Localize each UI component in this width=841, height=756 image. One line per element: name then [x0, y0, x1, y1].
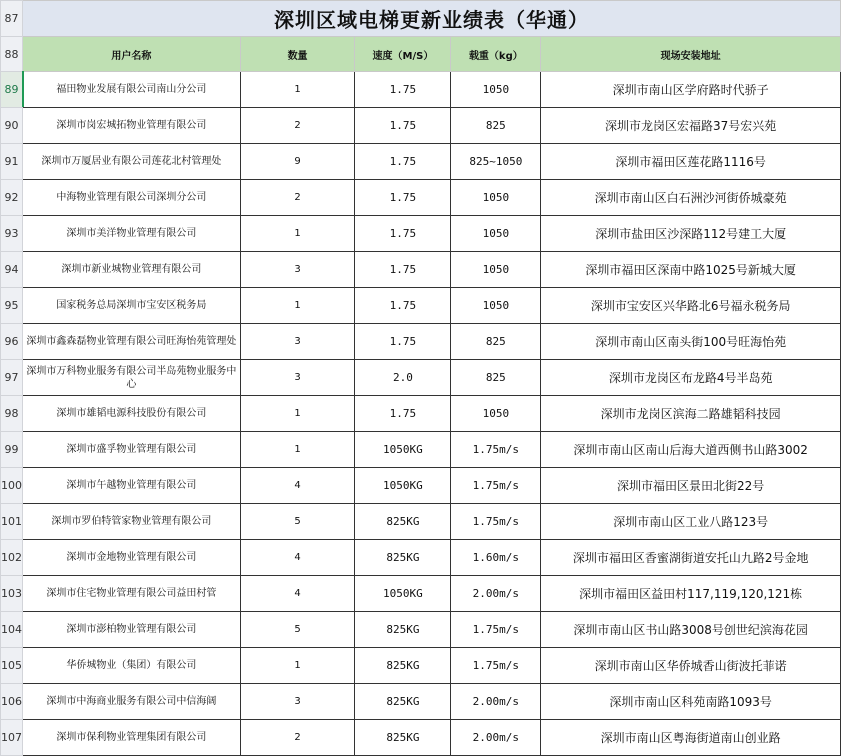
cell-install-address[interactable]: 深圳市龙岗区宏福路37号宏兴苑	[541, 108, 841, 144]
table-row	[1, 612, 841, 648]
table-row	[1, 540, 841, 576]
cell-speed[interactable]: 2.0	[355, 360, 451, 396]
cell-quantity[interactable]: 1	[240, 432, 355, 468]
cell-load[interactable]: 1.60m/s	[451, 540, 541, 576]
cell-quantity[interactable]: 4	[240, 576, 355, 612]
cell-speed[interactable]: 1.75	[355, 252, 451, 288]
cell-speed[interactable]: 1.75	[355, 396, 451, 432]
row-number[interactable]: 99	[1, 432, 23, 468]
cell-load[interactable]: 1.75m/s	[451, 648, 541, 684]
cell-quantity[interactable]: 4	[240, 468, 355, 504]
cell-load[interactable]: 2.00m/s	[451, 576, 541, 612]
cell-user-name[interactable]: 深圳市澎柏物业管理有限公司	[23, 612, 241, 648]
row-number[interactable]: 100	[1, 468, 23, 504]
cell-quantity[interactable]: 2	[240, 108, 355, 144]
row-number[interactable]: 92	[1, 180, 23, 216]
table-row	[1, 468, 841, 504]
cell-speed[interactable]: 825KG	[355, 504, 451, 540]
cell-install-address[interactable]: 深圳市福田区景田北街22号	[541, 468, 841, 504]
cell-quantity[interactable]: 1	[240, 72, 355, 108]
cell-load[interactable]: 1.75m/s	[451, 432, 541, 468]
row-number[interactable]: 106	[1, 684, 23, 720]
row-number[interactable]: 98	[1, 396, 23, 432]
cell-quantity[interactable]: 1	[240, 396, 355, 432]
row-number[interactable]: 107	[1, 720, 23, 756]
cell-user-name[interactable]: 深圳市万厦居业有限公司莲花北村管理处	[23, 144, 241, 180]
cell-user-name[interactable]: 深圳市盛孚物业管理有限公司	[23, 432, 241, 468]
cell-user-name[interactable]: 深圳市住宅物业管理有限公司益田村管	[23, 576, 241, 612]
cell-user-name[interactable]: 深圳市新业城物业管理有限公司	[23, 252, 241, 288]
row-number[interactable]: 101	[1, 504, 23, 540]
cell-install-address[interactable]: 深圳市龙岗区布龙路4号半岛苑	[541, 360, 841, 396]
cell-speed[interactable]: 1.75	[355, 180, 451, 216]
header-speed[interactable]: 速度（M/S）	[355, 37, 451, 72]
cell-speed[interactable]: 825KG	[355, 540, 451, 576]
cell-quantity[interactable]: 3	[240, 324, 355, 360]
header-row	[1, 37, 841, 72]
cell-load[interactable]: 1050	[451, 252, 541, 288]
table-row	[1, 288, 841, 324]
cell-speed[interactable]: 825KG	[355, 612, 451, 648]
table-row	[1, 684, 841, 720]
cell-install-address[interactable]: 深圳市南山区学府路时代骄子	[541, 72, 841, 108]
row-number[interactable]: 94	[1, 252, 23, 288]
cell-quantity[interactable]: 1	[240, 216, 355, 252]
cell-user-name[interactable]: 深圳市鑫森磊物业管理有限公司旺海怡苑管理处	[23, 324, 241, 360]
cell-load[interactable]: 1050	[451, 216, 541, 252]
cell-user-name[interactable]: 深圳市保利物业管理集团有限公司	[23, 720, 241, 756]
cell-speed[interactable]: 1.75	[355, 288, 451, 324]
sheet-title[interactable]: 深圳区域电梯更新业绩表（华通）	[23, 1, 841, 37]
row-number[interactable]: 96	[1, 324, 23, 360]
cell-load[interactable]: 1.75m/s	[451, 504, 541, 540]
cell-quantity[interactable]: 1	[240, 288, 355, 324]
table-row	[1, 108, 841, 144]
cell-user-name[interactable]: 深圳市美洋物业管理有限公司	[23, 216, 241, 252]
table-row	[1, 504, 841, 540]
cell-user-name[interactable]: 深圳市雄韬电源科技股份有限公司	[23, 396, 241, 432]
cell-install-address[interactable]: 深圳市南山区白石洲沙河街侨城豪苑	[541, 180, 841, 216]
row-number[interactable]: 102	[1, 540, 23, 576]
cell-speed[interactable]: 1.75	[355, 216, 451, 252]
cell-install-address[interactable]: 深圳市南山区华侨城香山街波托菲诺	[541, 648, 841, 684]
cell-speed[interactable]: 1.75	[355, 72, 451, 108]
cell-install-address[interactable]: 深圳市南山区粤海街道南山创业路	[541, 720, 841, 756]
cell-quantity[interactable]: 2	[240, 720, 355, 756]
cell-speed[interactable]: 1.75	[355, 324, 451, 360]
cell-quantity[interactable]: 3	[240, 252, 355, 288]
title-row	[1, 1, 841, 37]
table-row	[1, 72, 841, 108]
table-row	[1, 720, 841, 756]
cell-user-name[interactable]: 深圳市中海商业服务有限公司中信海阔	[23, 684, 241, 720]
cell-install-address[interactable]: 深圳市宝安区兴华路北6号福永税务局	[541, 288, 841, 324]
cell-user-name[interactable]: 中海物业管理有限公司深圳分公司	[23, 180, 241, 216]
table-row	[1, 360, 841, 396]
row-number[interactable]: 103	[1, 576, 23, 612]
row-number[interactable]: 87	[1, 1, 23, 37]
cell-install-address[interactable]: 深圳市福田区香蜜湖街道安托山九路2号金地	[541, 540, 841, 576]
table-row	[1, 144, 841, 180]
table-row	[1, 576, 841, 612]
cell-load[interactable]: 825	[451, 360, 541, 396]
cell-user-name[interactable]: 深圳市岗宏城拓物业管理有限公司	[23, 108, 241, 144]
row-number[interactable]: 95	[1, 288, 23, 324]
cell-install-address[interactable]: 深圳市南山区科苑南路1093号	[541, 684, 841, 720]
cell-speed[interactable]: 1.75	[355, 108, 451, 144]
cell-quantity[interactable]: 1	[240, 648, 355, 684]
cell-install-address[interactable]: 深圳市福田区莲花路1116号	[541, 144, 841, 180]
cell-user-name[interactable]: 深圳市罗伯特管家物业管理有限公司	[23, 504, 241, 540]
row-number[interactable]: 88	[1, 37, 23, 72]
cell-user-name[interactable]: 深圳市金地物业管理有限公司	[23, 540, 241, 576]
row-number[interactable]: 90	[1, 108, 23, 144]
cell-user-name[interactable]: 深圳市午越物业管理有限公司	[23, 468, 241, 504]
row-number[interactable]: 97	[1, 360, 23, 396]
cell-load[interactable]: 1050	[451, 396, 541, 432]
cell-user-name[interactable]: 福田物业发展有限公司南山分公司	[23, 72, 241, 108]
cell-quantity[interactable]: 3	[240, 360, 355, 396]
cell-install-address[interactable]: 深圳市南山区书山路3008号创世纪滨海花园	[541, 612, 841, 648]
header-user-name[interactable]: 用户名称	[23, 37, 241, 72]
row-number[interactable]: 89	[1, 72, 23, 108]
cell-load[interactable]: 1050	[451, 180, 541, 216]
row-number[interactable]: 93	[1, 216, 23, 252]
table-row	[1, 432, 841, 468]
cell-speed[interactable]: 825KG	[355, 720, 451, 756]
cell-load[interactable]: 1.75m/s	[451, 468, 541, 504]
cell-load[interactable]: 825~1050	[451, 144, 541, 180]
cell-load[interactable]: 1.75m/s	[451, 612, 541, 648]
cell-quantity[interactable]: 4	[240, 540, 355, 576]
cell-install-address[interactable]: 深圳市南山区工业八路123号	[541, 504, 841, 540]
table-row	[1, 216, 841, 252]
cell-load[interactable]: 2.00m/s	[451, 720, 541, 756]
cell-quantity[interactable]: 5	[240, 612, 355, 648]
cell-quantity[interactable]: 9	[240, 144, 355, 180]
cell-load[interactable]: 2.00m/s	[451, 684, 541, 720]
row-number[interactable]: 91	[1, 144, 23, 180]
header-quantity[interactable]: 数量	[240, 37, 355, 72]
table-row	[1, 396, 841, 432]
active-row-marker	[22, 71, 24, 107]
cell-speed[interactable]: 1050KG	[355, 468, 451, 504]
table-row	[1, 180, 841, 216]
row-number[interactable]: 104	[1, 612, 23, 648]
cell-install-address[interactable]: 深圳市福田区深南中路1025号新城大厦	[541, 252, 841, 288]
cell-load[interactable]: 1050	[451, 72, 541, 108]
cell-user-name[interactable]: 华侨城物业（集团）有限公司	[23, 648, 241, 684]
cell-speed[interactable]: 825KG	[355, 684, 451, 720]
cell-install-address[interactable]: 深圳市盐田区沙深路112号建工大厦	[541, 216, 841, 252]
cell-user-name[interactable]: 国家税务总局深圳市宝安区税务局	[23, 288, 241, 324]
cell-install-address[interactable]: 深圳市福田区益田村117,119,120,121栋	[541, 576, 841, 612]
cell-install-address[interactable]: 深圳市南山区南头街100号旺海怡苑	[541, 324, 841, 360]
cell-speed[interactable]: 1050KG	[355, 432, 451, 468]
cell-speed[interactable]: 1.75	[355, 144, 451, 180]
cell-install-address[interactable]: 深圳市龙岗区滨海二路雄韬科技园	[541, 396, 841, 432]
cell-load[interactable]: 825	[451, 108, 541, 144]
cell-quantity[interactable]: 5	[240, 504, 355, 540]
header-install-address[interactable]: 现场安装地址	[541, 37, 841, 72]
header-load[interactable]: 载重（kg）	[451, 37, 541, 72]
cell-speed[interactable]: 1050KG	[355, 576, 451, 612]
table-row	[1, 648, 841, 684]
cell-load[interactable]: 825	[451, 324, 541, 360]
table-row	[1, 324, 841, 360]
cell-user-name[interactable]: 深圳市万科物业服务有限公司半岛苑物业服务中心	[23, 360, 241, 396]
cell-quantity[interactable]: 2	[240, 180, 355, 216]
cell-load[interactable]: 1050	[451, 288, 541, 324]
table-row	[1, 252, 841, 288]
cell-install-address[interactable]: 深圳市南山区南山后海大道西侧书山路3002	[541, 432, 841, 468]
cell-speed[interactable]: 825KG	[355, 648, 451, 684]
cell-quantity[interactable]: 3	[240, 684, 355, 720]
row-number[interactable]: 105	[1, 648, 23, 684]
